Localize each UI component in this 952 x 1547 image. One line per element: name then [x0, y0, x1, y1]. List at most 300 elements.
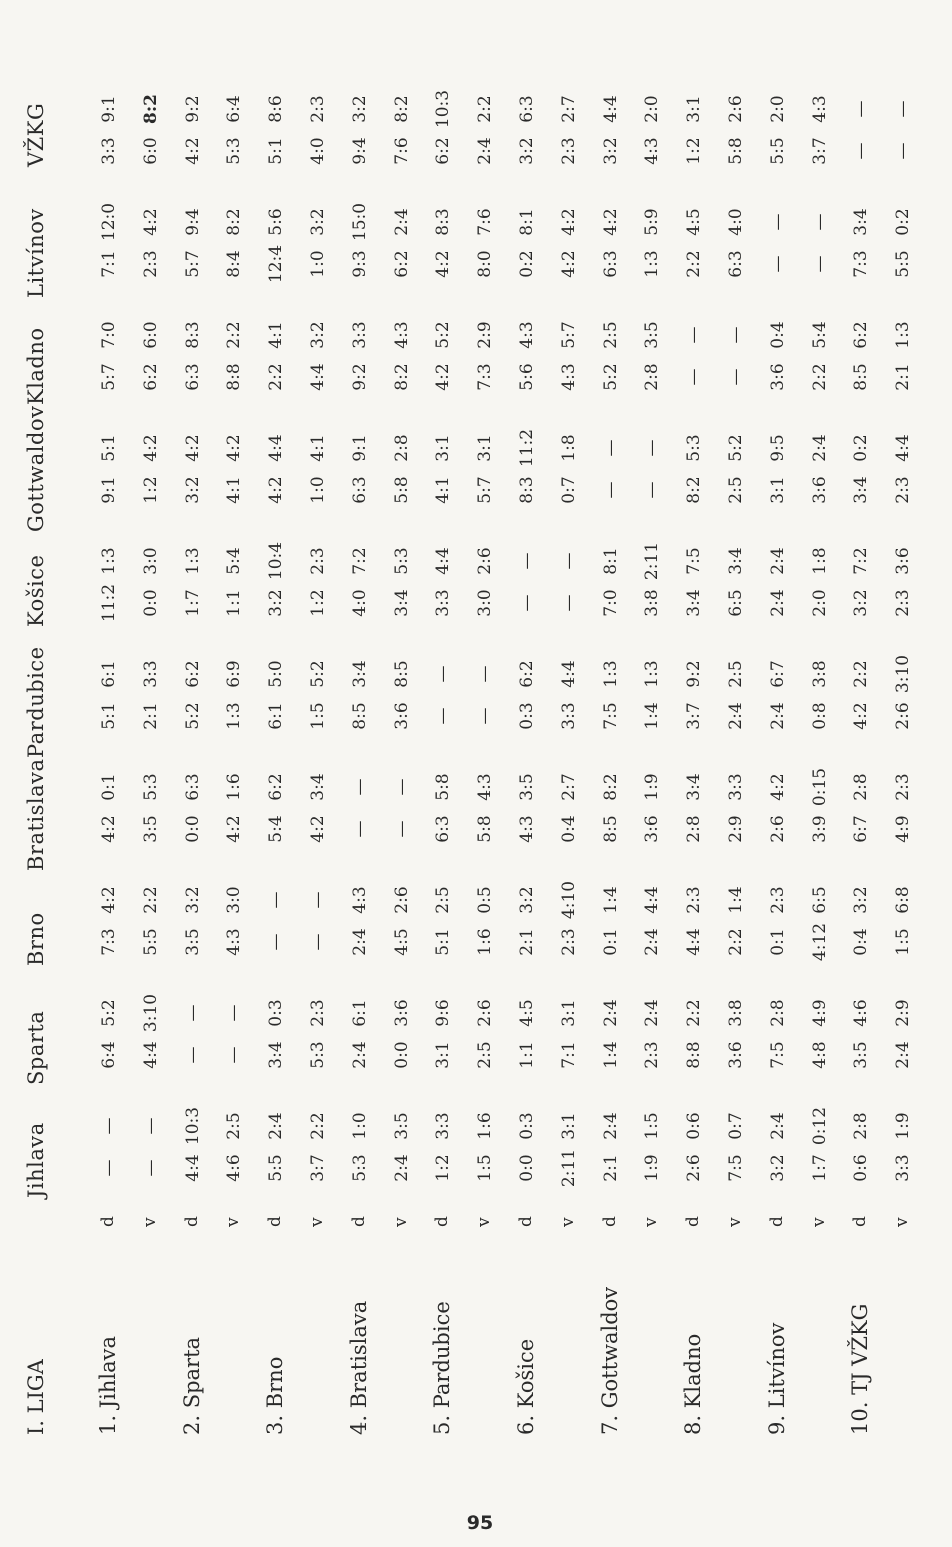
score-cell: — — [809, 255, 830, 273]
score-cell: 4:12 — [809, 922, 830, 962]
score-cell: — — [182, 1046, 203, 1064]
score-cell: 7:3 — [99, 928, 119, 956]
column-header: Jihlava — [24, 1122, 48, 1198]
score-cell: — — [475, 707, 496, 725]
score-cell: — — [893, 100, 914, 118]
score-cell: 6:2 — [140, 363, 161, 391]
score-cell: 7:5 — [767, 1041, 788, 1069]
score-cell: 6:2 — [433, 137, 454, 165]
score-cell: 2:4 — [600, 999, 621, 1027]
score-cell: 3:1 — [475, 434, 496, 462]
home-away-marker: d — [599, 1216, 620, 1227]
score-cell: 7:6 — [391, 137, 412, 165]
score-cell: 5:3 — [308, 1041, 328, 1069]
score-cell: — — [809, 213, 830, 231]
score-cell: 1:3 — [224, 702, 245, 730]
score-cell: 1:3 — [893, 321, 914, 349]
score-cell: 4:2 — [140, 434, 161, 462]
score-cell: 4:6 — [851, 999, 872, 1027]
home-away-marker: v — [223, 1217, 244, 1227]
score-cell: 4:0 — [349, 589, 370, 617]
score-cell: 2:4 — [767, 1112, 788, 1140]
score-cell: 8:2 — [684, 476, 705, 504]
home-away-marker: d — [683, 1216, 704, 1227]
score-cell: 5:2 — [433, 321, 454, 349]
home-away-marker: v — [557, 1217, 578, 1227]
score-cell: 0:4 — [851, 928, 872, 956]
score-cell: 4:2 — [433, 250, 454, 278]
score-cell: 9:5 — [767, 434, 788, 462]
score-cell: — — [266, 933, 287, 951]
team-label: 8. Kladno — [681, 1333, 706, 1435]
score-cell: 2:7 — [558, 95, 579, 123]
team-label: 9. Litvínov — [764, 1322, 789, 1435]
score-cell: 8:2 — [140, 94, 161, 124]
score-cell: 5:1 — [99, 434, 119, 462]
score-cell: 2:2 — [684, 250, 705, 278]
score-cell: 0:6 — [684, 1112, 705, 1140]
score-cell: 4:2 — [224, 815, 245, 843]
score-cell: 4:5 — [391, 928, 412, 956]
score-cell: 2:1 — [517, 928, 537, 956]
score-cell: 7:1 — [558, 1041, 579, 1069]
score-cell: 9:2 — [182, 95, 203, 123]
score-cell: 1:3 — [642, 660, 663, 688]
score-cell: 5:3 — [349, 1154, 370, 1182]
score-cell: 5:3 — [140, 773, 161, 801]
column-header: VŽKG — [24, 102, 48, 167]
score-cell: 2:5 — [224, 1112, 245, 1140]
score-cell: 1:3 — [600, 660, 621, 688]
score-cell: 8:2 — [391, 363, 412, 391]
score-cell: 3:8 — [642, 589, 663, 617]
score-cell: 2:6 — [767, 815, 788, 843]
score-cell: 1:2 — [433, 1154, 454, 1182]
score-cell: — — [433, 665, 454, 683]
score-cell: 1:4 — [600, 1041, 621, 1069]
score-cell: 0:5 — [475, 886, 496, 914]
score-cell: 2:5 — [433, 886, 454, 914]
score-cell: 2:4 — [475, 137, 496, 165]
score-cell: 5:8 — [391, 476, 412, 504]
score-cell: 1:1 — [517, 1041, 537, 1069]
score-cell: 5:8 — [433, 773, 454, 801]
score-cell: 6:0 — [140, 321, 161, 349]
score-cell: 6:5 — [809, 886, 830, 914]
score-cell: 2:2 — [140, 886, 161, 914]
score-cell: 0:1 — [767, 928, 788, 956]
score-cell: 3:3 — [99, 137, 119, 165]
score-cell: 7:1 — [99, 250, 119, 278]
score-cell: 4:1 — [433, 476, 454, 504]
score-cell: 2:8 — [767, 999, 788, 1027]
score-cell: — — [767, 255, 788, 273]
score-cell: 4:2 — [558, 208, 579, 236]
score-cell: 0:8 — [809, 702, 830, 730]
score-cell: 10:3 — [182, 1106, 203, 1146]
score-cell: 5:6 — [517, 363, 537, 391]
team-label: 1. Jihlava — [96, 1336, 120, 1435]
score-cell: 9:3 — [349, 250, 370, 278]
score-cell: 4:3 — [517, 321, 537, 349]
score-cell: — — [266, 891, 287, 909]
score-cell: 4:1 — [308, 434, 328, 462]
score-cell: 2:0 — [809, 589, 830, 617]
score-cell: 2:8 — [391, 434, 412, 462]
score-cell: 9:4 — [182, 208, 203, 236]
score-cell: 2:5 — [475, 1041, 496, 1069]
score-cell: — — [140, 1159, 161, 1177]
score-cell: 2:11 — [558, 1148, 579, 1188]
score-cell: 4:2 — [308, 815, 328, 843]
score-cell: 3:4 — [851, 476, 872, 504]
score-cell: 0:2 — [851, 434, 872, 462]
score-cell: 1:5 — [642, 1112, 663, 1140]
score-cell: 2:4 — [391, 1154, 412, 1182]
team-label: 2. Sparta — [179, 1336, 204, 1435]
score-cell: 3:10 — [140, 993, 161, 1033]
score-cell: 5:8 — [475, 815, 496, 843]
home-away-marker: d — [98, 1216, 118, 1227]
team-label: 10. TJ VŽKG — [848, 1303, 873, 1435]
score-cell: 4:3 — [642, 137, 663, 165]
score-cell: 3:6 — [391, 999, 412, 1027]
score-cell: 2:2 — [851, 660, 872, 688]
score-cell: 6:2 — [391, 250, 412, 278]
score-cell: 4:4 — [308, 363, 328, 391]
score-cell: 3:3 — [893, 1154, 914, 1182]
score-cell: 6:7 — [851, 815, 872, 843]
score-cell: — — [224, 1004, 245, 1022]
score-cell: — — [726, 326, 746, 344]
score-cell: 3:4 — [391, 589, 412, 617]
home-away-marker: d — [516, 1216, 536, 1227]
score-cell: 0:15 — [809, 767, 830, 807]
score-cell: 7:2 — [349, 547, 370, 575]
score-cell: 2:4 — [642, 928, 663, 956]
score-cell: — — [99, 1159, 119, 1177]
score-cell: 8:3 — [182, 321, 203, 349]
score-cell: 3:2 — [266, 589, 287, 617]
score-cell: 4:4 — [140, 1041, 161, 1069]
score-cell: 2:3 — [558, 928, 579, 956]
score-cell: 6:3 — [517, 95, 537, 123]
score-cell: 5:2 — [99, 999, 119, 1027]
score-cell: 5:5 — [767, 137, 788, 165]
score-cell: 2:8 — [851, 1112, 872, 1140]
score-cell: — — [600, 481, 621, 499]
score-cell: — — [684, 368, 705, 386]
score-cell: 2:9 — [726, 815, 746, 843]
score-cell: 4:0 — [726, 208, 746, 236]
column-header: Bratislava — [24, 758, 48, 871]
score-cell: 6:3 — [182, 773, 203, 801]
score-cell: 2:3 — [893, 773, 914, 801]
score-cell: 9:2 — [684, 660, 705, 688]
score-cell: 8:3 — [517, 476, 537, 504]
column-header: Košice — [24, 554, 48, 627]
score-cell: 6:2 — [182, 660, 203, 688]
score-cell: 4:9 — [893, 815, 914, 843]
score-cell: 4:2 — [182, 434, 203, 462]
score-cell: 3:7 — [809, 137, 830, 165]
score-cell: 0:4 — [558, 815, 579, 843]
score-cell: 8:2 — [600, 773, 621, 801]
score-cell: — — [308, 933, 328, 951]
score-cell: 5:4 — [809, 321, 830, 349]
score-cell: 3:2 — [308, 208, 328, 236]
score-cell: 3:5 — [140, 815, 161, 843]
score-cell: 0:3 — [266, 999, 287, 1027]
score-cell: 5:5 — [266, 1154, 287, 1182]
score-cell: 4:0 — [308, 137, 328, 165]
score-cell: 2:8 — [851, 773, 872, 801]
score-cell: 6:3 — [349, 476, 370, 504]
score-cell: 3:5 — [517, 773, 537, 801]
score-cell: 12:4 — [266, 244, 287, 284]
home-away-marker: v — [390, 1217, 411, 1227]
score-cell: 8:8 — [224, 363, 245, 391]
score-cell: — — [391, 778, 412, 796]
team-label: 6. Košice — [514, 1338, 538, 1435]
score-cell: 4:4 — [433, 547, 454, 575]
score-cell: 4:2 — [600, 208, 621, 236]
score-cell: — — [391, 820, 412, 838]
score-cell: 6:2 — [266, 773, 287, 801]
column-header: Gottwaldov — [24, 405, 48, 532]
score-cell: 3:4 — [684, 773, 705, 801]
score-cell: 7:3 — [851, 250, 872, 278]
score-cell: 4:1 — [224, 476, 245, 504]
score-cell: 3:5 — [391, 1112, 412, 1140]
score-cell: 2:3 — [893, 589, 914, 617]
score-cell: 2:1 — [140, 702, 161, 730]
score-cell: 6:8 — [893, 886, 914, 914]
score-cell: 1:5 — [475, 1154, 496, 1182]
score-cell: 2:6 — [726, 95, 746, 123]
score-cell: 3:4 — [308, 773, 328, 801]
score-cell: 2:9 — [475, 321, 496, 349]
score-cell: 2:2 — [684, 999, 705, 1027]
score-cell: 1:6 — [475, 928, 496, 956]
score-cell: 3:3 — [349, 321, 370, 349]
score-cell: 4:5 — [517, 999, 537, 1027]
score-cell: 4:2 — [558, 250, 579, 278]
score-cell: 1:3 — [642, 250, 663, 278]
score-cell: 8:3 — [433, 208, 454, 236]
score-cell: 1:4 — [642, 702, 663, 730]
score-cell: 4:4 — [266, 434, 287, 462]
score-cell: 3:3 — [433, 589, 454, 617]
score-cell: 5:2 — [726, 434, 746, 462]
score-cell: — — [140, 1117, 161, 1135]
home-away-marker: v — [808, 1217, 829, 1227]
score-cell: 3:3 — [433, 1112, 454, 1140]
home-away-marker: d — [348, 1216, 369, 1227]
score-cell: 4:8 — [809, 1041, 830, 1069]
score-cell: 0:7 — [726, 1112, 746, 1140]
score-cell: 4:4 — [182, 1154, 203, 1182]
column-header: Brno — [24, 912, 48, 966]
score-cell: 4:2 — [99, 886, 119, 914]
score-cell: 5:7 — [182, 250, 203, 278]
score-cell: 1:0 — [308, 250, 328, 278]
score-cell: 4:2 — [99, 815, 119, 843]
score-cell: — — [517, 552, 537, 570]
score-cell: 3:2 — [308, 321, 328, 349]
score-cell: 3:6 — [726, 1041, 746, 1069]
score-cell: 7:6 — [475, 208, 496, 236]
score-cell: 0:0 — [182, 815, 203, 843]
score-cell: 2:2 — [308, 1112, 328, 1140]
score-cell: 0:1 — [99, 773, 119, 801]
score-cell: 12:0 — [99, 202, 119, 242]
score-cell: 2:2 — [266, 363, 287, 391]
score-cell: 3:0 — [224, 886, 245, 914]
score-cell: 4:3 — [809, 95, 830, 123]
score-cell: 0:2 — [893, 208, 914, 236]
score-cell: 2:8 — [684, 815, 705, 843]
score-cell: 8:5 — [600, 815, 621, 843]
score-cell: — — [558, 552, 579, 570]
page-number: 95 — [466, 1512, 494, 1534]
score-cell: 0:0 — [391, 1041, 412, 1069]
score-cell: 11:2 — [99, 583, 119, 623]
score-cell: 1:2 — [140, 476, 161, 504]
score-cell: 0:1 — [600, 928, 621, 956]
score-cell: 1:6 — [224, 773, 245, 801]
score-cell: 0:7 — [558, 476, 579, 504]
score-cell: 1:0 — [349, 1112, 370, 1140]
score-cell: 9:4 — [349, 137, 370, 165]
score-cell: 4:3 — [517, 815, 537, 843]
column-header: Kladno — [24, 327, 48, 405]
score-cell: 2:4 — [767, 589, 788, 617]
home-away-marker: v — [139, 1217, 160, 1227]
score-cell: 5:9 — [642, 208, 663, 236]
score-cell: 8:4 — [224, 250, 245, 278]
score-cell: 3:6 — [642, 815, 663, 843]
score-cell: 8:8 — [684, 1041, 705, 1069]
score-cell: 3:8 — [726, 999, 746, 1027]
score-cell: 6:5 — [726, 589, 746, 617]
score-cell: 6:1 — [266, 702, 287, 730]
score-cell: 5:3 — [391, 547, 412, 575]
score-cell: 2:2 — [224, 321, 245, 349]
score-cell: 0:6 — [851, 1154, 872, 1182]
score-cell: — — [767, 213, 788, 231]
score-cell: 2:4 — [600, 1112, 621, 1140]
score-cell: 15:0 — [349, 202, 370, 242]
score-cell: 2:11 — [642, 541, 663, 581]
score-cell: 4:3 — [391, 321, 412, 349]
score-cell: 3:6 — [767, 363, 788, 391]
score-cell: 1:5 — [308, 702, 328, 730]
score-cell: — — [475, 665, 496, 683]
score-cell: 6:9 — [224, 660, 245, 688]
score-cell: 3:4 — [684, 589, 705, 617]
score-cell: 3:0 — [140, 547, 161, 575]
score-cell: — — [99, 1117, 119, 1135]
score-cell: 7:5 — [684, 547, 705, 575]
score-cell: — — [893, 142, 914, 160]
score-cell: 6:1 — [349, 999, 370, 1027]
score-cell: 8:2 — [391, 95, 412, 123]
score-cell: 3:2 — [349, 95, 370, 123]
score-cell: 3:2 — [182, 886, 203, 914]
score-cell: 1:1 — [224, 589, 245, 617]
score-cell: 3:8 — [809, 660, 830, 688]
score-cell: 5:0 — [266, 660, 287, 688]
score-cell: 0:4 — [767, 321, 788, 349]
score-cell: 8:2 — [224, 208, 245, 236]
score-cell: 4:2 — [851, 702, 872, 730]
score-cell: 5:7 — [99, 363, 119, 391]
score-cell: 3:1 — [558, 999, 579, 1027]
score-cell: 3:1 — [433, 1041, 454, 1069]
score-cell: 1:8 — [809, 547, 830, 575]
score-cell: 6:3 — [182, 363, 203, 391]
score-cell: 0:0 — [517, 1154, 537, 1182]
score-cell: 2:3 — [767, 886, 788, 914]
score-cell: 1:9 — [642, 773, 663, 801]
score-cell: 3:0 — [475, 589, 496, 617]
score-cell: 2:3 — [308, 547, 328, 575]
score-cell: 2:4 — [349, 928, 370, 956]
score-cell: 6:3 — [600, 250, 621, 278]
score-cell: 3:1 — [684, 95, 705, 123]
score-cell: 4:9 — [809, 999, 830, 1027]
score-cell: 3:6 — [893, 547, 914, 575]
score-cell: 2:4 — [767, 702, 788, 730]
score-cell: 0:3 — [517, 1112, 537, 1140]
score-cell: 8:5 — [391, 660, 412, 688]
score-cell: 7:5 — [600, 702, 621, 730]
score-cell: 1:0 — [308, 476, 328, 504]
score-cell: 1:8 — [558, 434, 579, 462]
score-cell: 6:7 — [767, 660, 788, 688]
score-cell: 3:2 — [851, 589, 872, 617]
score-cell: 2:4 — [349, 1041, 370, 1069]
score-cell: 6:2 — [517, 660, 537, 688]
score-cell: 4:4 — [600, 95, 621, 123]
score-cell: 5:1 — [266, 137, 287, 165]
score-cell: — — [642, 439, 663, 457]
score-cell: 2:2 — [809, 363, 830, 391]
score-cell: 2:4 — [391, 208, 412, 236]
score-cell: 2:3 — [893, 476, 914, 504]
score-cell: 10:4 — [266, 541, 287, 581]
score-cell: 2:3 — [558, 137, 579, 165]
home-away-marker: v — [307, 1217, 327, 1227]
score-cell: 6:0 — [140, 137, 161, 165]
home-away-marker: d — [766, 1216, 787, 1227]
score-cell: 7:3 — [475, 363, 496, 391]
score-cell: 7:5 — [726, 1154, 746, 1182]
score-cell: 3:1 — [558, 1112, 579, 1140]
team-label: 5. Pardubice — [430, 1301, 455, 1435]
home-away-marker: v — [641, 1217, 662, 1227]
score-cell: 1:2 — [684, 137, 705, 165]
score-cell: 5:1 — [99, 702, 119, 730]
score-cell: 3:3 — [558, 702, 579, 730]
score-cell: 5:5 — [893, 250, 914, 278]
score-cell: 4:2 — [433, 363, 454, 391]
score-cell: 2:4 — [266, 1112, 287, 1140]
score-cell: 3:2 — [182, 476, 203, 504]
score-cell: 1:6 — [475, 1112, 496, 1140]
score-cell: 2:2 — [726, 928, 746, 956]
